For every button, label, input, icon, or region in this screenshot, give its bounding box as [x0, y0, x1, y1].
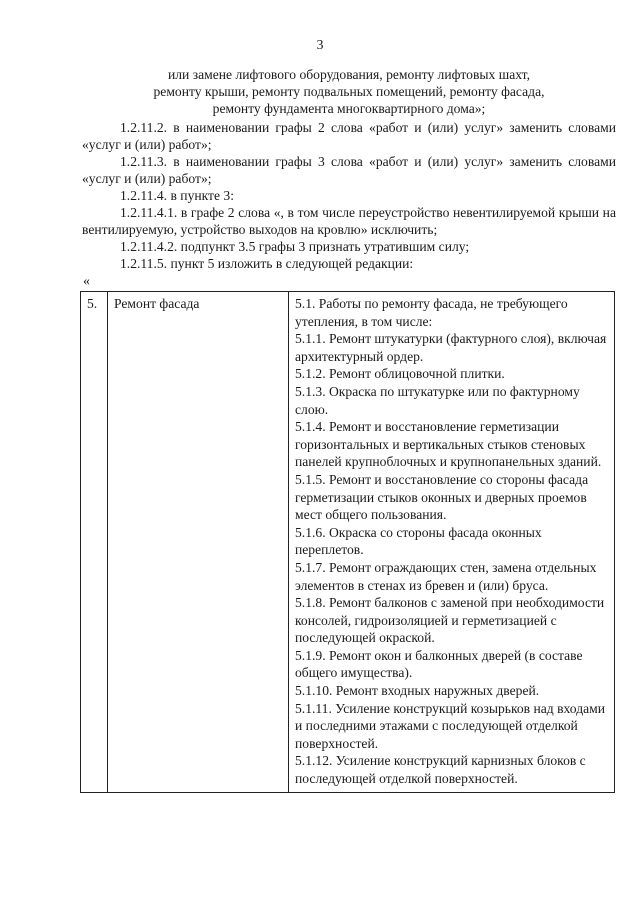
work-item: 5.1.10. Ремонт входных наружных дверей. [295, 683, 540, 699]
paragraph-1-2-11-2: 1.2.11.2. в наименовании графы 2 слова «работ и (или) услуг» заменить словами «услуг и (или) работ»; [82, 120, 616, 152]
paragraph-1-2-11-5: 1.2.11.5. пункт 5 изложить в следующей редакции: [120, 256, 414, 271]
work-item: 5.1.4. Ремонт и восстановление герметизации горизонтальных и вертикальных стыков стеновых панелей крупноблочных и крупнопанельных зданий. [295, 419, 602, 470]
work-item: 5.1.11. Усиление конструкций козырьков над входами и последними этажами с последующей отделкой поверхностей. [295, 700, 606, 751]
work-item: 5.1.3. Окраска по штукатурке или по фактурному слою. [295, 383, 580, 417]
heading-line: ремонту крыши, ремонту подвальных помещений, ремонту фасада, [153, 84, 545, 99]
work-item: 5.1. Работы по ремонту фасада, не требующего утепления, в том числе: [295, 296, 568, 329]
paragraph-1-2-11-4-1: 1.2.11.4.1. в графе 2 слова «, в том числе переустройство невентилируемой крыши на вентилируемую, устройство выходов на кровлю» исключить; [82, 205, 616, 237]
amendment-table [80, 291, 615, 793]
item-number-cell: 5. [81, 292, 108, 793]
page-number: 3 [316, 38, 324, 53]
work-item: 5.1.5. Ремонт и восстановление со стороны фасада герметизации стыков оконных и дверных проемов мест общего пользования. [295, 471, 589, 523]
amendment-paragraphs [82, 119, 616, 272]
work-item: 5.1.2. Ремонт облицовочной плитки. [295, 366, 505, 382]
heading-line: или замене лифтового оборудования, ремонту лифтовых шахт, [167, 67, 531, 82]
opening-quote-mark: « [83, 274, 90, 289]
paragraph-1-2-11-3: 1.2.11.3. в наименовании графы 3 слова «работ и (или) услуг» заменить словами «услуг и (или) работ»; [82, 154, 616, 186]
work-item: 5.1.9. Ремонт окон и балконных дверей (в составе общего имущества). [295, 647, 583, 681]
paragraph-1-2-11-4-2: 1.2.11.4.2. подпункт 3.5 графы 3 признать утратившим силу; [120, 239, 470, 254]
item-name-cell: Ремонт фасада [108, 292, 289, 793]
heading-line: ремонту фундамента многоквартирного дома»; [212, 101, 486, 116]
work-item: 5.1.6. Окраска со стороны фасада оконных переплетов. [295, 524, 542, 558]
works-list-cell [289, 292, 615, 793]
paragraph-1-2-11-4: 1.2.11.4. в пункте 3: [120, 188, 235, 203]
work-item: 5.1.7. Ремонт ограждающих стен, замена отдельных элементов в стенах из бревен и (или) бруса. [295, 559, 597, 593]
work-item: 5.1.8. Ремонт балконов с заменой при необходимости консолей, гидроизоляцией и герметизацией с последующей окраской. [295, 595, 605, 646]
work-item: 5.1.12. Усиление конструкций карнизных блоков с последующей отделкой поверхностей. [295, 753, 586, 787]
work-item: 5.1.1. Ремонт штукатурки (фактурного слоя), включая архитектурный ордер. [295, 331, 607, 364]
table-row [81, 292, 615, 793]
continued-heading [82, 66, 616, 117]
